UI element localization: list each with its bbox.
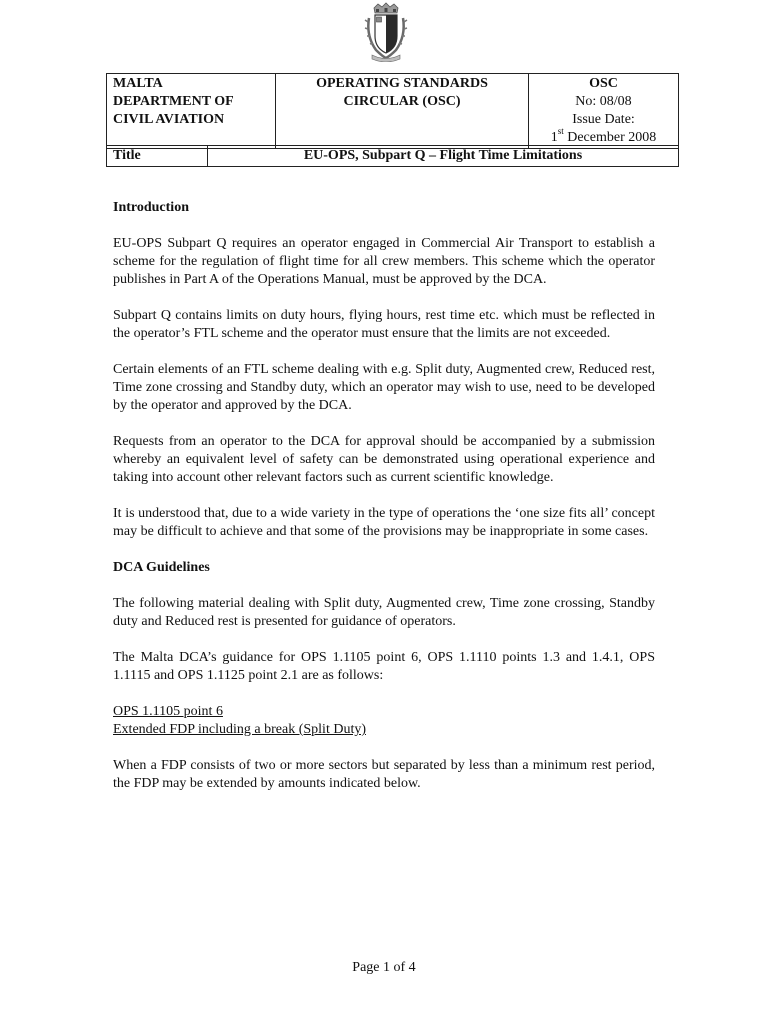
issue-date-day: 1 xyxy=(550,130,558,145)
header-table xyxy=(106,73,679,149)
paragraph-3: Certain elements of an FTL scheme dealing with e.g. Split duty, Augmented crew, Reduced rest, Time zone crossing and Standby duty, which an operator may wish to use, need to be developed by the operator and approved by the DCA. xyxy=(113,362,655,413)
paragraph-8: When a FDP consists of two or more sectors but separated by less than a minimum rest period, the FDP may be extended by amounts indicated below. xyxy=(113,758,655,791)
org-line-1: MALTA xyxy=(113,76,163,91)
split-duty-heading: Extended FDP including a break (Split Duty) xyxy=(113,722,366,737)
circular-line-1: OPERATING STANDARDS xyxy=(316,76,488,91)
malta-coat-of-arms-icon xyxy=(364,2,408,62)
title-table xyxy=(106,145,679,167)
organisation-cell xyxy=(107,74,276,149)
issue-date-rest: December 2008 xyxy=(563,130,657,145)
org-line-3: CIVIL AVIATION xyxy=(113,112,225,127)
osc-cell xyxy=(529,74,679,149)
paragraph-4: Requests from an operator to the DCA for approval should be accompanied by a submission whereby an equivalent level of safety can be demonstrated using operational experience and taking into account other relevant factors such as current scientific knowledge. xyxy=(113,434,655,485)
osc-label: OSC xyxy=(589,76,618,91)
circular-cell xyxy=(276,74,529,149)
paragraph-6: The following material dealing with Split duty, Augmented crew, Time zone crossing, Standby duty and Reduced rest is presented for guidance of operators. xyxy=(113,596,655,629)
paragraph-2: Subpart Q contains limits on duty hours, flying hours, rest time etc. which must be reflected in the operator’s FTL scheme and the operator must ensure that the limits are not exceeded. xyxy=(113,308,655,341)
page-number: Page 1 of 4 xyxy=(352,960,416,975)
paragraph-5: It is understood that, due to a wide variety in the type of operations the ‘one size fits all’ concept may be difficult to achieve and that some of the provisions may be inappropriate in some cases. xyxy=(113,506,655,539)
dca-guidelines-heading: DCA Guidelines xyxy=(113,560,210,575)
document-body xyxy=(113,199,655,793)
osc-number: No: 08/08 xyxy=(575,94,632,109)
issue-date-label: Issue Date: xyxy=(572,112,635,127)
title-label: Title xyxy=(107,146,208,167)
paragraph-7: The Malta DCA’s guidance for OPS 1.1105 point 6, OPS 1.1110 points 1.3 and 1.4.1, OPS 1.1115 and OPS 1.1125 point 2.1 are as follows: xyxy=(113,650,655,683)
issue-date-suffix: st xyxy=(557,126,564,137)
org-line-2: DEPARTMENT OF xyxy=(113,94,234,109)
introduction-heading: Introduction xyxy=(113,200,189,215)
ops-1105-heading: OPS 1.1105 point 6 xyxy=(113,704,223,719)
paragraph-1: EU-OPS Subpart Q requires an operator engaged in Commercial Air Transport to establish a scheme for the regulation of flight time for all crew members. This scheme which the operator publishes in Part A of the Operations Manual, must be approved by the DCA. xyxy=(113,236,655,287)
circular-line-2: CIRCULAR (OSC) xyxy=(343,94,461,109)
document-title: EU-OPS, Subpart Q – Flight Time Limitations xyxy=(208,146,679,167)
